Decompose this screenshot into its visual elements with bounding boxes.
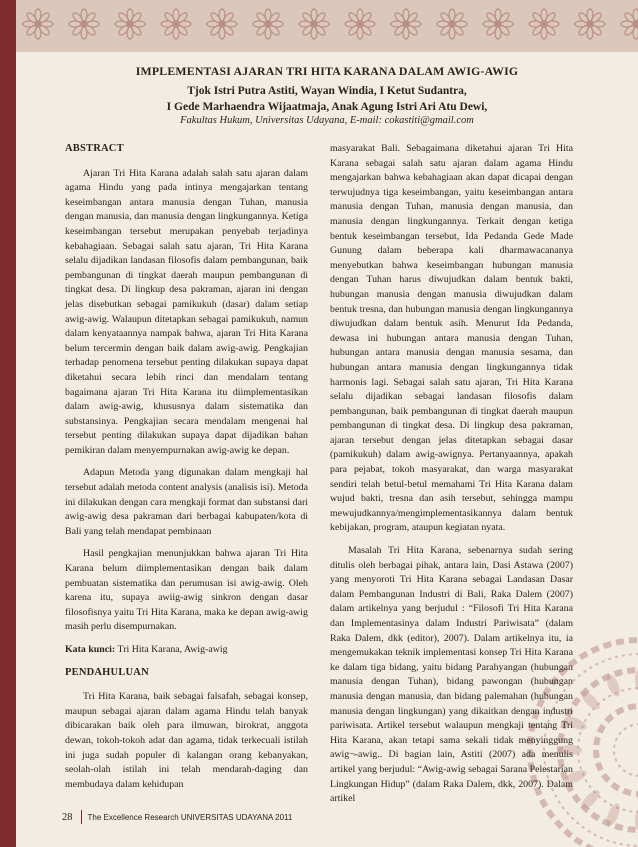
abstract-paragraph-1: Ajaran Tri Hita Karana adalah salah satu ajaran dalam agama Hindu yang pada intinya mengajarkan tentang keseimbangan antara manusia dengan Tuhan, manusia dengan manusia, dan manusia dengan lingkungannya. Ketiga keseimbangan tersebut merupakan penyebab terjadinya kebahagiaan. Sebagai salah satu ajaran, Tri Hita Karana selalu dijadikan landasan filosofis dalam pembangunan, baik pembangunan di tingkat daerah maupun pembangunan di tingkat desa. Di lingkup desa pakraman, ajaran ini dengan jelas disebutkan sebagai pamikukuh (dasar) dalam setiap awig-awig. Walaupun ditetapkan sebagai pamikukuh, namun dalam kenyataannya nampak bahwa, ajaran Tri Hita Karana belum tercermin dengan baik dalam awig-awig. Pengkajian terhadap penomena tersebut penting dilakukan supaya dapat diketahui secara lebih rinci dan mendalam tentang bagaimana ajaran Tri Hita Karana itu diimplementasikan dalam awig-awig, khususnya dalam sistematika dan substansinya. Pengkajian secara mendalam mengenai hal tersebut penting dilakukan supaya dapat dijadikan bahan pemikiran dalam menyempurnakan awig-awig ke depan.: [65, 167, 308, 456]
authors-line-2: I Gede Marhaendra Wijaatmaja, Anak Agung Istri Ari Atu Dewi,: [166, 101, 488, 113]
body-paragraph-continued: masyarakat Bali. Sebagaimana diketahui ajaran Tri Hita Karana sebagai salah satu ajaran dalam agama Hindu mengajarkan bahwa kebahagiaan akan dapat dicapai dengan terwujudnya tiga keseimbangan, yaitu keseimbangan antara manusia dengan Tuhan, manusia dengan manusia, dan manusia dengan lingkungannya. Terkait dengan ketiga bentuk keseimbangan tersebut, Ida Pedanda Gede Made Gunung dalam beberapa kali dharmawacananya menyebutkan bahwa keseimbangan hubungan manusia dengan Tuhan harus diwujudkan dalam bentuk bakti, hubungan manusia dengan manusia diwujudkan dalam bentuk tresna, dan hubungan manusia dengan lingkungannya diwujudkan dalam bentuk asih. Menurut Ida Pedanda, dewasa ini hubungan antara manusia dengan Tuhan, hubungan antara manusia dengan manusia sesama, dan hubungan antara manusia dengan lingkungannya tidak harmonis lagi. Sebagai salah satu ajaran, Tri Hita Karana selalu dijadikan sebagai landasan filosofis dalam pembangunan, baik pembangunan di tingkat daerah maupun pembangunan di tingkat desa. Di lingkup desa pakraman, ajaran tersebut dengan jelas ditetapkan sebagai dasar (pamikukuh) dalam awig-awignya. Pertanyaannya, apakah para pejabat, tokoh masyarakat, dan warga masyarakat sendiri telah betul-betul memahami Tri Hita Karana dalam wujud bakti, tresna dan asih tersebut, sehingga mampu mewujudkannya/mengimplementasikannya dalam bentuk kebijakan, program, ataupun kegiatan nyata.: [330, 143, 573, 534]
keywords: [65, 643, 308, 658]
abstract-paragraph-2: Adapun Metoda yang digunakan dalam mengkaji hal tersebut adalah metoda content analysis (analisis isi). Metoda ini dilakukan dengan cara mengkaji format dan substansi dari awig-awig desa pakraman dari berbagai kabupaten/kota di Bali yang telah mendapat pembinaan: [65, 467, 308, 537]
left-accent-bar: [0, 0, 16, 847]
abstract-heading: ABSTRACT: [65, 143, 124, 154]
page-number: 28: [62, 811, 73, 823]
keywords-label: Kata kunci:: [65, 644, 116, 655]
authors-line-1: Tjok Istri Putra Astiti, Wayan Windia, I Ketut Sudantra,: [187, 85, 467, 97]
abstract-paragraph-3: Hasil pengkajian menunjukkan bahwa ajaran Tri Hita Karana belum diimplementasikan dengan baik dalam pembuatan sistematika dan perumusan isi awig-awig. Oleh karena itu, supaya awiig-awig sinkron dengan dasar filosofisnya yaitu Tri Hita Karana, maka ke depan awig-awig masih perlu disempurnakan.: [65, 548, 308, 633]
journal-name: The Excellence Research UNIVERSITAS UDAYANA 2011: [87, 812, 293, 822]
right-column: [330, 142, 573, 815]
left-column: [65, 142, 308, 800]
ornament-pattern-icon: [16, 0, 638, 52]
affiliation: Fakultas Hukum, Universitas Udayana, E-mail: cokastiti@gmail.com: [180, 115, 474, 126]
header-ornament-band: [16, 0, 638, 52]
author-list: [16, 83, 638, 115]
introduction-paragraph-1: Tri Hita Karana, baik sebagai falsafah, sebagai konsep, maupun sebagai ajaran dalam agama Hindu telah banyak dibicarakan baik oleh para ilmuwan, birokrat, anggota dewan, tokoh-tokoh adat dan agama, tidak terkecuali istilah ini juga sudah populer di kalangan orang kebanyakan, seolah-olah istilah ini telah mendarah-daging dan membudaya dalam kehidupan: [65, 691, 308, 790]
article-title: IMPLEMENTASI AJARAN TRI HITA KARANA DALAM AWIG-AWIG: [135, 64, 519, 78]
footer-divider: [81, 810, 82, 824]
introduction-heading: PENDAHULUAN: [65, 666, 149, 678]
body-paragraph-2: Masalah Tri Hita Karana, sebenarnya sudah sering ditulis oleh berbagai pihak, antara lain, Dasi Astawa (2007) yang menyoroti Tri Hita Karana sebagai Landasan Dasar dalam Pembangunan Industri di Bali, Raka Dalem (2007) dalam artikelnya yang berjudul : “Filosofi Tri Hita Karana dan Implementasinya dalam Industri Pariwisata” (dalam Raka Dalem, dkk (editor), 2007). Dalam artikelnya itu, ia mengemukakan teknik implementasi konsep Tri Hita Karana ke dalam tiga bidang, yaitu bidang Parahyangan (hubungan manusia dengan Tuhan), bidang pawongan (hubungan manusia dengan manusia, dan bidang palemahan (hubungan manusia dengan lingkungan) yang dikaitkan dengan industri pariwisata. Artikel tersebut walaupun mengkaji tentang Tri Hita Karana, akan tetapi sama sekali tidak menyinggung awig¬-awig.. Di bagian lain, Astiti (2007) ada menulis artikel yang berjudul: “Awig-awig sebagai Sarana Pelestarian Lingkungan Hidup” (dalam Raka Dalem, dkk, 2007). Dalam artikel: [330, 545, 573, 805]
page-footer: [62, 810, 292, 824]
keywords-value: Tri Hita Karana, Awig-awig: [115, 644, 228, 655]
